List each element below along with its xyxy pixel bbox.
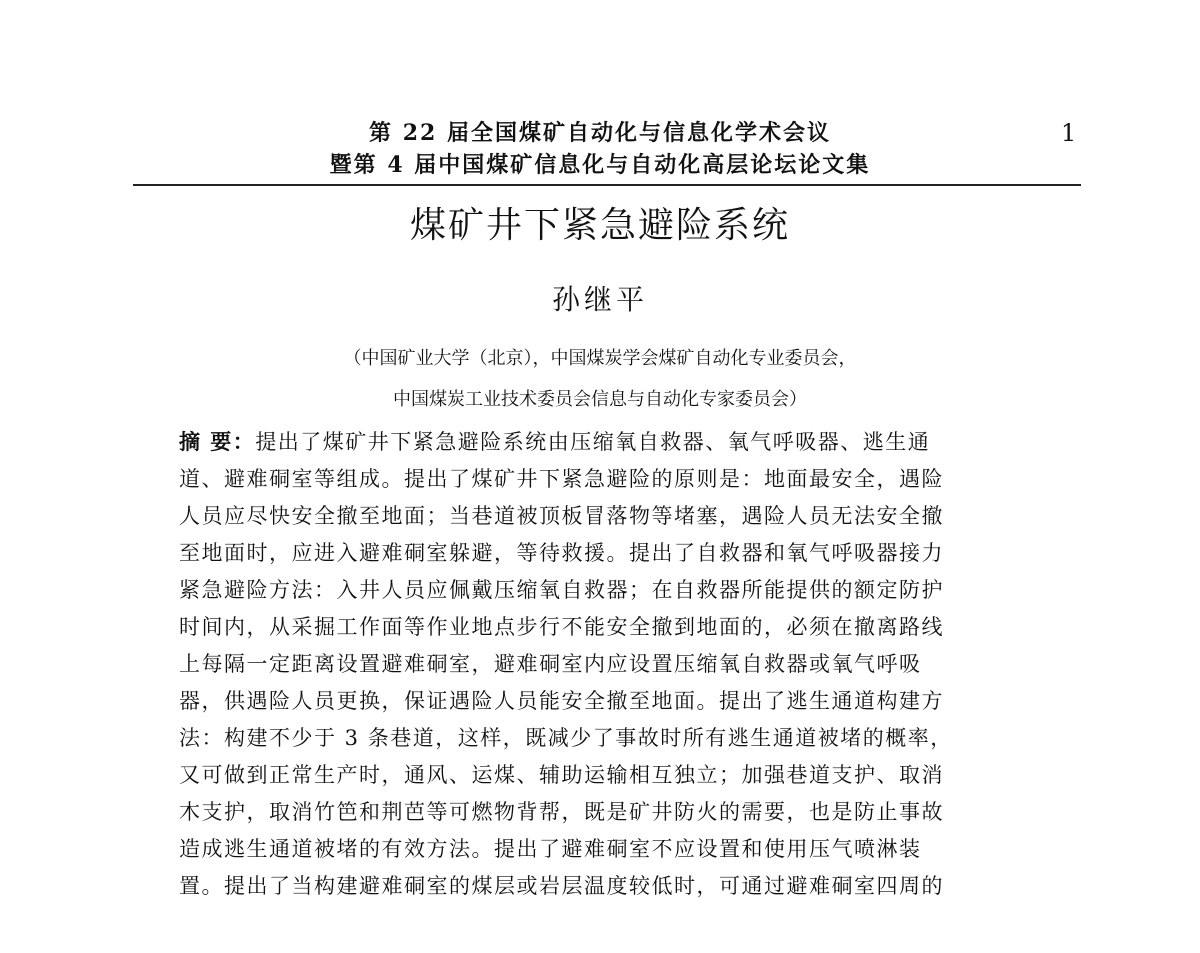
- abstract-line: 上每隔一定距离设置避难硐室，避难硐室内应设置压缩氧自救器或氧气呼吸: [179, 652, 922, 676]
- abstract-line: 置。提出了当构建避难硐室的煤层或岩层温度较低时，可通过避难硐室四周的: [179, 874, 944, 898]
- author-name: 孙继平: [551, 283, 648, 316]
- abstract: [179, 424, 1029, 905]
- affiliation-line-2: 中国煤炭工业技术委员会信息与自动化专家委员会）: [393, 389, 807, 410]
- paper-title: 煤矿井下紧急避险系统: [409, 205, 790, 246]
- page-number: 1: [1061, 119, 1077, 147]
- header-line-1: 第 22 届全国煤矿自动化与信息化学术会议: [369, 120, 831, 146]
- abstract-line: 紧急避险方法：入井人员应佩戴压缩氧自救器；在自救器所能提供的额定防护: [179, 578, 944, 602]
- abstract-line: 道、避难硐室等组成。提出了煤矿井下紧急避险的原则是：地面最安全，遇险: [179, 467, 944, 491]
- abstract-line: 造成逃生通道被堵的有效方法。提出了避难硐室不应设置和使用压气喷淋装: [179, 837, 922, 861]
- abstract-line: 木支护，取消竹笆和荆芭等可燃物背帮，既是矿井防火的需要，也是防止事故: [179, 800, 944, 824]
- abstract-line: 至地面时，应进入避难硐室躲避，等待救援。提出了自救器和氧气呼吸器接力: [179, 541, 944, 565]
- abstract-line: 时间内，从采掘工作面等作业地点步行不能安全撤到地面的，必须在撤离路线: [179, 615, 944, 639]
- abstract-line: 器，供遇险人员更换，保证遇险人员能安全撤至地面。提出了逃生通道构建方: [179, 689, 944, 713]
- abstract-line: [179, 424, 1029, 461]
- abstract-text: 提出了煤矿井下紧急避险系统由压缩氧自救器、氧气呼吸器、逃生通: [255, 430, 931, 454]
- proceedings-header: [0, 117, 1200, 181]
- header-line-2: 暨第 4 届中国煤矿信息化与自动化高层论坛论文集: [329, 152, 871, 178]
- header-divider: [133, 184, 1081, 186]
- abstract-label: 摘 要：: [179, 430, 256, 454]
- abstract-line: 又可做到正常生产时，通风、运煤、辅助运输相互独立；加强巷道支护、取消: [179, 763, 944, 787]
- abstract-line: 法：构建不少于 3 条巷道，这样，既减少了事故时所有逃生通道被堵的概率，: [179, 726, 953, 750]
- abstract-line: 人员应尽快安全撤至地面；当巷道被顶板冒落物等堵塞，遇险人员无法安全撤: [179, 504, 944, 528]
- affiliation-line-1: （中国矿业大学（北京），中国煤炭学会煤矿自动化专业委员会，: [343, 348, 857, 369]
